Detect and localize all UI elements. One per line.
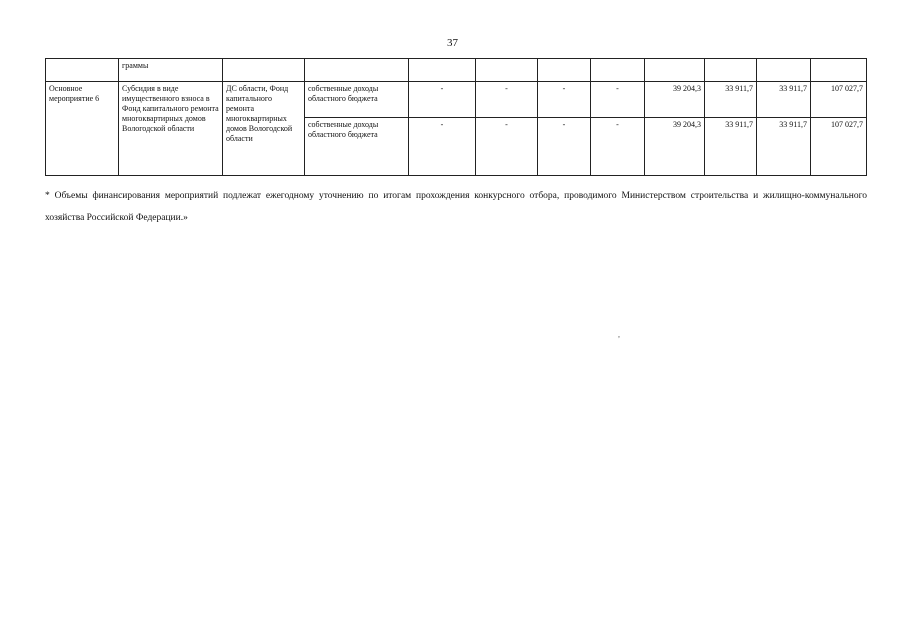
table-cell (645, 59, 705, 82)
value-cell: - (476, 82, 538, 118)
page-number: 37 (447, 37, 458, 49)
financing-table (45, 58, 867, 176)
value-cell: 33 911,7 (757, 82, 811, 118)
value-cell: - (409, 118, 476, 176)
value-cell: - (538, 82, 591, 118)
table-cell (811, 59, 867, 82)
table-cell (476, 59, 538, 82)
funding-source-cell: собственные доходы областного бюджета (305, 118, 409, 176)
table-cell: граммы (119, 59, 223, 82)
footnote: * Объемы финансирования мероприятий подлежат ежегодному уточнению по итогам прохождения конкурсного отбора, проводимого Министерством строительства и жилищно-коммунального хозяйства Российской Федерации.» (45, 191, 867, 223)
table-header-continuation-row (46, 59, 867, 82)
funding-source-cell: собственные доходы областного бюджета (305, 82, 409, 118)
value-cell: - (591, 82, 645, 118)
table-cell (409, 59, 476, 82)
measure-name-cell: Субсидия в виде имущественного взноса в Фонд капитального ремонта многоквартирных домов Вологодской области (119, 82, 223, 176)
value-cell: 107 027,7 (811, 82, 867, 118)
value-cell: - (591, 118, 645, 176)
measure-label-cell: Основное мероприятие 6 (46, 82, 119, 176)
value-cell: 33 911,7 (757, 118, 811, 176)
table-cell (705, 59, 757, 82)
stray-mark: , (618, 330, 620, 339)
table-cell (305, 59, 409, 82)
table-cell (757, 59, 811, 82)
table-cell (223, 59, 305, 82)
value-cell: - (409, 82, 476, 118)
value-cell: - (476, 118, 538, 176)
table-row (46, 82, 867, 118)
value-cell: 39 204,3 (645, 118, 705, 176)
value-cell: 107 027,7 (811, 118, 867, 176)
value-cell: 39 204,3 (645, 82, 705, 118)
value-cell: 33 911,7 (705, 118, 757, 176)
value-cell: - (538, 118, 591, 176)
table-cell (591, 59, 645, 82)
executors-cell: ДС области, Фонд капитального ремонта многоквартирных домов Вологодской области (223, 82, 305, 176)
value-cell: 33 911,7 (705, 82, 757, 118)
table-cell (46, 59, 119, 82)
table-cell (538, 59, 591, 82)
